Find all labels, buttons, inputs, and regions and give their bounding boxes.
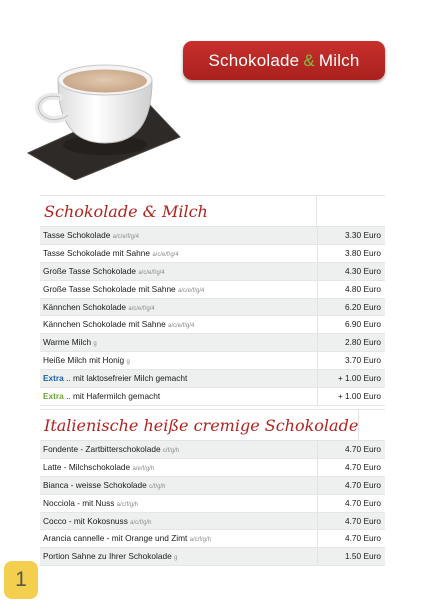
allergen-codes: a/c/e/f/g/4 xyxy=(177,287,205,294)
menu-item-row xyxy=(40,548,385,566)
allergen-codes: a/c/e/f/g/4 xyxy=(112,234,140,240)
menu-item-name-cell xyxy=(40,281,317,298)
menu-item-row xyxy=(40,316,385,334)
page-number: 1 xyxy=(15,568,27,591)
allergen-codes: a/c/e/f/g/4 xyxy=(128,305,155,312)
menu-item-name: Große Tasse Schokolade mit Sahne xyxy=(43,283,176,294)
menu-item-name-cell xyxy=(40,459,317,476)
menu-item-name: Fondente - Zartbitterschokolade xyxy=(43,444,161,454)
menu-item-name: Tasse Schokolade xyxy=(43,230,111,240)
menu-item-name: Tasse Schokolade mit Sahne xyxy=(43,247,151,258)
allergen-codes: c/f/g/h xyxy=(149,483,166,490)
menu-item-name: Kännchen Schokolade mit Sahne xyxy=(43,319,166,330)
section-title: Italienische heiße cremige Schokolade xyxy=(44,416,359,435)
menu-item-price: 1.50 Euro xyxy=(317,548,385,565)
allergen-codes: g xyxy=(174,555,178,562)
menu-item-price: 4.70 Euro xyxy=(317,530,385,547)
allergen-codes: a/c/e/f/g/4 xyxy=(168,323,195,330)
allergen-codes: g xyxy=(93,341,97,348)
menu-item-row xyxy=(40,441,385,459)
menu-item-row xyxy=(40,495,385,513)
menu-item-name: Cocco - mit Kokosnuss xyxy=(43,515,128,526)
extra-label: Extra xyxy=(43,391,64,402)
menu-item-name-cell xyxy=(40,227,317,244)
menu-item-price: 4.30 Euro xyxy=(317,263,385,280)
menu-item-price: 2.80 Euro xyxy=(317,334,385,351)
section-schokolade-milch xyxy=(40,195,385,406)
menu-item-price: + 1.00 Euro xyxy=(317,388,385,405)
menu-rows xyxy=(40,227,385,406)
menu-item-name-cell xyxy=(40,263,317,280)
menu-item-name-cell xyxy=(40,388,317,405)
price-column-header xyxy=(358,410,385,440)
menu-item-name-cell xyxy=(40,477,317,494)
section-title: Schokolade & Milch xyxy=(44,202,208,221)
menu-item-name: Portion Sahne zu Ihrer Schokolade xyxy=(43,551,172,562)
menu-item-price: 4.70 Euro xyxy=(317,513,385,530)
menu-item-name-cell xyxy=(40,245,317,262)
menu-item-row xyxy=(40,388,385,406)
title-banner xyxy=(183,41,385,80)
menu-item-row xyxy=(40,263,385,281)
menu-item-name-cell xyxy=(40,548,317,565)
allergen-codes: a/c/f/g/h xyxy=(116,501,139,508)
allergen-codes: g xyxy=(126,359,130,366)
menu-rows xyxy=(40,441,385,566)
menu-item-name-cell xyxy=(40,334,317,351)
allergen-codes: a/c/f/g/h xyxy=(189,537,212,544)
menu-item-name-cell xyxy=(40,513,317,530)
menu-item-price: 4.70 Euro xyxy=(317,495,385,512)
menu-item-row xyxy=(40,530,385,548)
menu-item-name-cell xyxy=(40,495,317,512)
menu-item-name-cell xyxy=(40,352,317,369)
menu-item-name: Heiße Milch mit Honig xyxy=(43,355,125,366)
page-number-badge xyxy=(4,561,38,599)
menu-item-name: Kännchen Schokolade xyxy=(43,301,127,312)
menu-item-name-cell xyxy=(40,370,317,387)
menu-item-price: 3.70 Euro xyxy=(317,352,385,369)
menu-item-row xyxy=(40,513,385,531)
section-italienische-schokolade xyxy=(40,409,385,566)
section-header xyxy=(40,196,385,227)
menu-item-price: 4.70 Euro xyxy=(317,477,385,494)
menu-item-name: Warme Milch xyxy=(43,337,92,348)
menu-item-row xyxy=(40,352,385,370)
menu-item-name-cell xyxy=(40,441,317,458)
allergen-codes: a/c/e/f/g/4 xyxy=(152,251,179,258)
menu-item-row xyxy=(40,370,385,388)
menu-item-price: 4.70 Euro xyxy=(317,441,385,458)
menu-item-row xyxy=(40,334,385,352)
menu-item-row xyxy=(40,299,385,317)
menu-item-price: 4.70 Euro xyxy=(317,459,385,476)
menu-item-price: 6.90 Euro xyxy=(317,316,385,333)
menu-item-row xyxy=(40,245,385,263)
menu-item-name-cell xyxy=(40,316,317,333)
menu-item-row xyxy=(40,459,385,477)
banner-ampersand: & xyxy=(303,50,315,70)
hot-chocolate-cup-image xyxy=(20,45,190,180)
menu-item-row xyxy=(40,227,385,245)
menu-item-price: 3.80 Euro xyxy=(317,245,385,262)
allergen-codes: a/c/e/f/g/4 xyxy=(138,269,165,276)
menu-item-name-cell xyxy=(40,530,317,547)
menu-item-name: Große Tasse Schokolade xyxy=(43,265,137,276)
allergen-codes: a/e/f/g/h xyxy=(132,465,155,472)
menu-item-row xyxy=(40,281,385,299)
menu-item-price: 6.20 Euro xyxy=(317,299,385,316)
menu-item-name: Nocciola - mit Nuss xyxy=(43,497,115,508)
price-column-header xyxy=(316,196,385,226)
extra-label: Extra xyxy=(43,373,64,384)
banner-text-part1: Schokolade xyxy=(208,50,300,70)
menu-item-name: .. mit Hafermilch gemacht xyxy=(63,391,161,402)
menu-item-name: Arancia cannelle - mit Orange und Zimt xyxy=(43,533,188,544)
menu-item-name: Bianca - weisse Schokolade xyxy=(43,479,147,490)
menu-item-name: .. mit laktosefreier Milch gemacht xyxy=(63,373,188,384)
menu-item-name-cell xyxy=(40,299,317,316)
menu-item-row xyxy=(40,477,385,495)
menu-item-price: + 1.00 Euro xyxy=(317,370,385,387)
menu-item-price: 4.80 Euro xyxy=(317,281,385,298)
allergen-codes: a/c/f/g/h xyxy=(130,519,152,526)
allergen-codes: c/f/g/h xyxy=(162,448,180,454)
menu-item-name: Latte - Milchschokolade xyxy=(43,461,131,472)
section-header xyxy=(40,410,385,441)
menu-item-price: 3.30 Euro xyxy=(317,227,385,244)
banner-text-part2: Milch xyxy=(318,50,360,70)
